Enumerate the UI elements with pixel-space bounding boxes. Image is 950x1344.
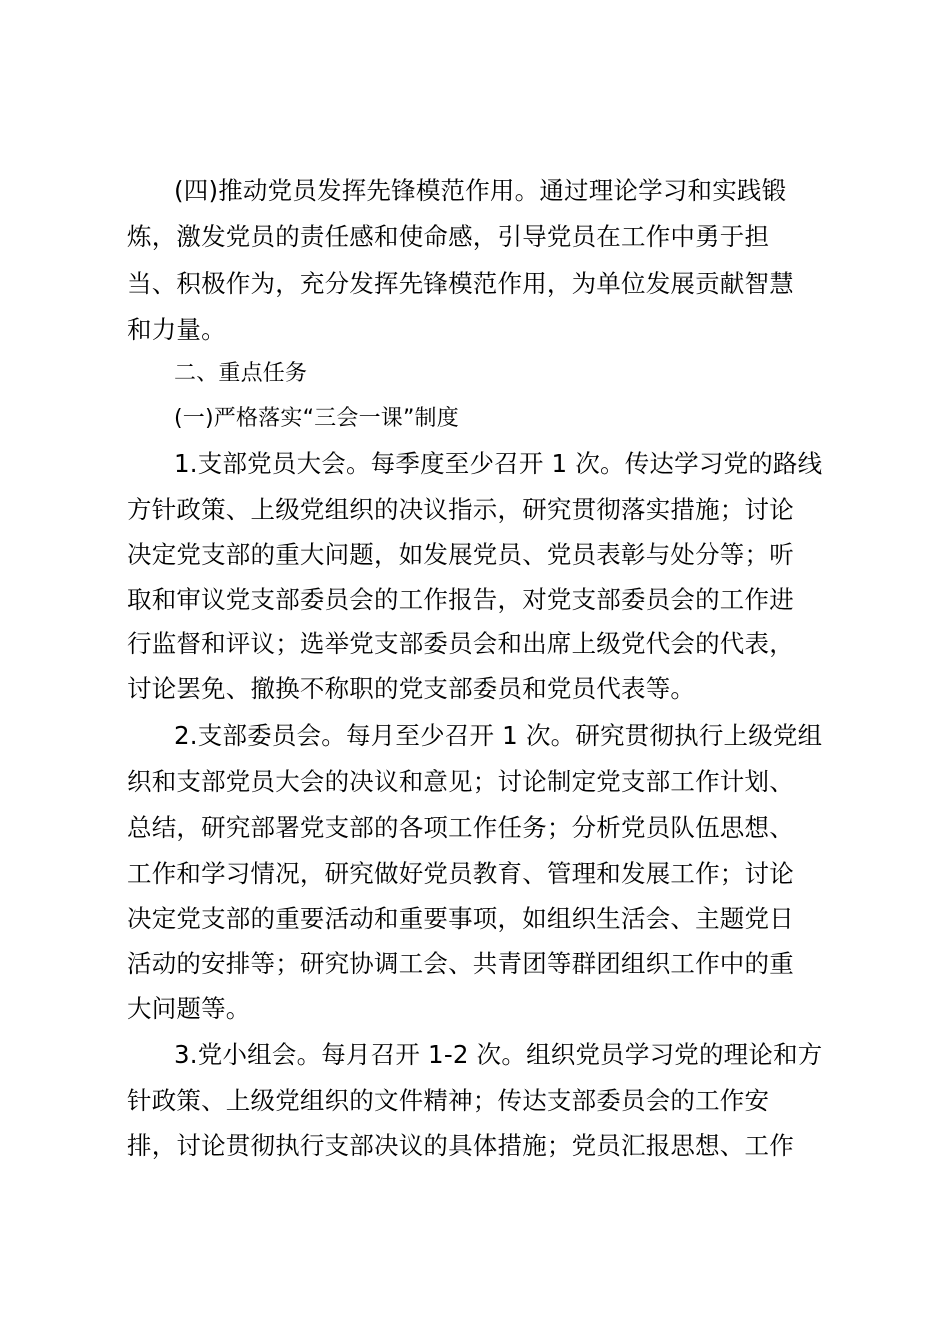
- item-three-line-2: 针政策、上级党组织的文件精神；传达支部委员会的工作安: [127, 1086, 770, 1115]
- item-one-line-3: 决定党支部的重大问题，如发展党员、党员表彰与处分等；听: [127, 540, 794, 569]
- item-two-line-7: 大问题等。: [127, 994, 251, 1023]
- paragraph-four-line-4: 和力量。: [127, 315, 226, 344]
- paragraph-four-line-1: (四)推动党员发挥先锋模范作用。通过理论学习和实践锻: [174, 176, 787, 205]
- paragraph-four-line-3: 当、积极作为，充分发挥先锋模范作用，为单位发展贡献智慧: [127, 269, 794, 298]
- item-two-line-5: 决定党支部的重要活动和重要事项，如组织生活会、主题党日: [127, 904, 794, 933]
- item-two-line-2: 织和支部党员大会的决议和意见；讨论制定党支部工作计划、: [127, 767, 794, 796]
- subsection-heading-three-meetings: (一)严格落实“三会一课”制度: [174, 406, 459, 431]
- item-two-line-1: 2.支部委员会。每月至少召开 1 次。研究贯彻执行上级党组: [174, 721, 823, 750]
- item-one-line-5: 行监督和评议；选举党支部委员会和出席上级党代会的代表，: [127, 629, 794, 658]
- paragraph-four-line-2: 炼，激发党员的责任感和使命感，引导党员在工作中勇于担: [127, 222, 770, 251]
- item-one-line-6: 讨论罢免、撤换不称职的党支部委员和党员代表等。: [127, 674, 696, 703]
- item-one-line-2: 方针政策、上级党组织的决议指示，研究贯彻落实措施；讨论: [127, 495, 794, 524]
- item-two-line-3: 总结，研究部署党支部的各项工作任务；分析党员队伍思想、: [127, 813, 794, 842]
- section-heading-key-tasks: 二、重点任务: [174, 361, 308, 386]
- item-two-line-6: 活动的安排等；研究协调工会、共青团等群团组织工作中的重: [127, 949, 794, 978]
- item-one-line-1: 1.支部党员大会。每季度至少召开 1 次。传达学习党的路线: [174, 449, 823, 478]
- item-one-line-4: 取和审议党支部委员会的工作报告，对党支部委员会的工作进: [127, 585, 794, 614]
- item-two-line-4: 工作和学习情况，研究做好党员教育、管理和发展工作；讨论: [127, 859, 794, 888]
- item-three-line-3: 排，讨论贯彻执行支部决议的具体措施；党员汇报思想、工作: [127, 1131, 794, 1160]
- item-three-line-1: 3.党小组会。每月召开 1-2 次。组织党员学习党的理论和方: [174, 1040, 823, 1069]
